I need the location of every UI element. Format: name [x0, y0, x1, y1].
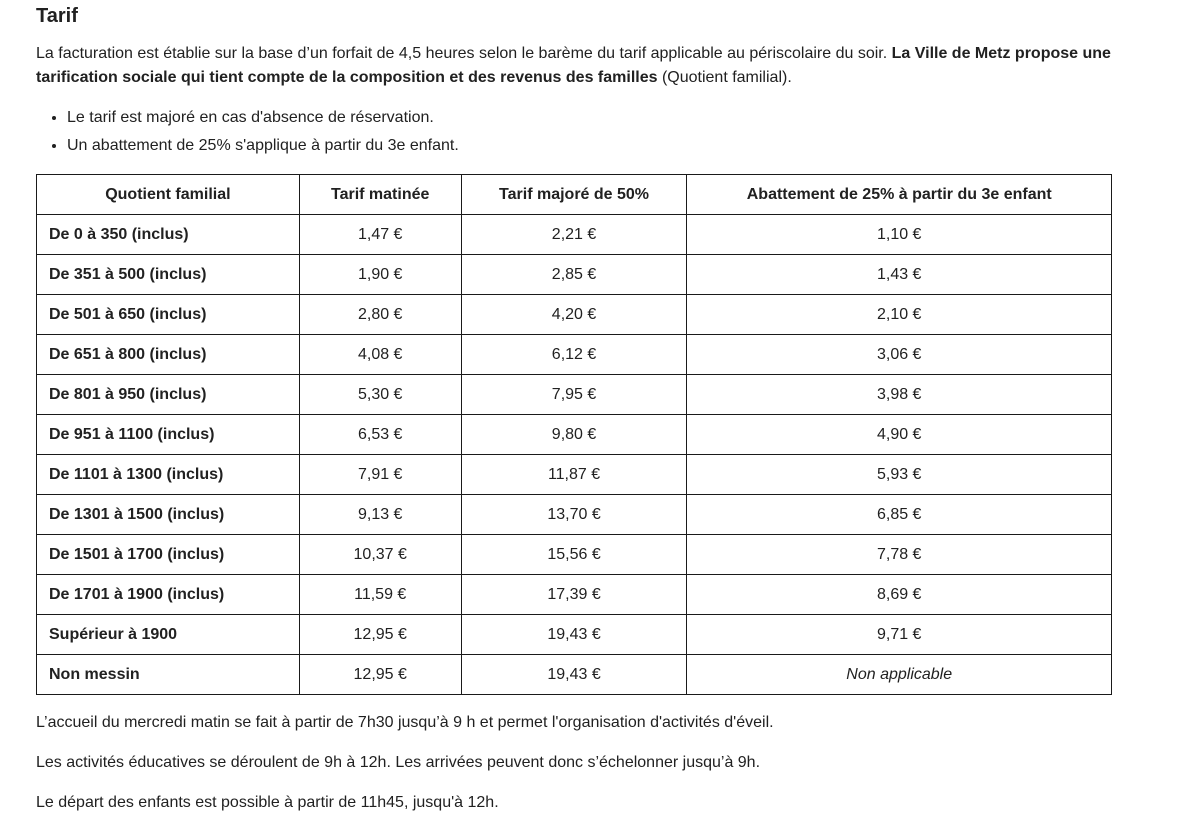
tarif-matinee-cell: 4,08 € [299, 335, 461, 375]
quotient-cell: De 1701 à 1900 (inclus) [37, 575, 300, 615]
tarif-matinee-cell: 12,95 € [299, 615, 461, 655]
quotient-cell: Supérieur à 1900 [37, 615, 300, 655]
tarif-majore-cell: 17,39 € [461, 575, 687, 615]
paragraph-depart: Le départ des enfants est possible à partir de 11h45, jusqu'à 12h. [36, 794, 499, 811]
abattement-cell: 3,06 € [687, 335, 1112, 375]
tarif-majore-cell: 13,70 € [461, 495, 687, 535]
table-row [37, 495, 1112, 535]
abattement-cell: 5,93 € [687, 455, 1112, 495]
table-row [37, 215, 1112, 255]
paragraph-activites: Les activités éducatives se déroulent de 9h à 12h. Les arrivées peuvent donc s’échelonner jusqu’à 9h. [36, 754, 761, 771]
tarif-majore-cell: 6,12 € [461, 335, 687, 375]
header-tarif-matinee: Tarif matinée [299, 175, 461, 215]
tarif-majore-cell: 15,56 € [461, 535, 687, 575]
abattement-cell: 6,85 € [687, 495, 1112, 535]
header-quotient: Quotient familial [37, 175, 300, 215]
tarif-matinee-cell: 7,91 € [299, 455, 461, 495]
tarif-matinee-cell: 11,59 € [299, 575, 461, 615]
tarif-matinee-cell: 10,37 € [299, 535, 461, 575]
abattement-cell: 4,90 € [687, 415, 1112, 455]
table-row [37, 375, 1112, 415]
quotient-cell: De 0 à 350 (inclus) [37, 215, 300, 255]
quotient-cell: De 1501 à 1700 (inclus) [37, 535, 300, 575]
quotient-cell: De 351 à 500 (inclus) [37, 255, 300, 295]
intro-paragraph [36, 42, 1111, 90]
paragraph-accueil: L’accueil du mercredi matin se fait à partir de 7h30 jusqu’à 9 h et permet l'organisation d'activités d'éveil. [36, 714, 774, 731]
quotient-cell: De 501 à 650 (inclus) [37, 295, 300, 335]
table-row [37, 455, 1112, 495]
tarif-majore-cell: 2,85 € [461, 255, 687, 295]
tarif-majore-cell: 7,95 € [461, 375, 687, 415]
tarif-matinee-cell: 12,95 € [299, 655, 461, 695]
table-row [37, 295, 1112, 335]
tarif-majore-cell: 9,80 € [461, 415, 687, 455]
quotient-cell: Non messin [37, 655, 300, 695]
intro-text: La facturation est établie sur la base d’un forfait de 4,5 heures selon le barème du tarif applicable au périscolaire du soir. [36, 45, 892, 62]
quotient-cell: De 801 à 950 (inclus) [37, 375, 300, 415]
tarif-majore-cell: 19,43 € [461, 615, 687, 655]
intro-tail-text: (Quotient familial). [657, 69, 792, 86]
tarif-majore-cell: 19,43 € [461, 655, 687, 695]
tarif-majore-cell: 4,20 € [461, 295, 687, 335]
tarif-matinee-cell: 5,30 € [299, 375, 461, 415]
tarif-table [36, 174, 1112, 695]
tarif-matinee-cell: 1,47 € [299, 215, 461, 255]
table-row [37, 655, 1112, 695]
header-tarif-majore: Tarif majoré de 50% [461, 175, 687, 215]
abattement-cell: 9,71 € [687, 615, 1112, 655]
header-abattement: Abattement de 25% à partir du 3e enfant [687, 175, 1112, 215]
abattement-cell: 7,78 € [687, 535, 1112, 575]
abattement-cell: 8,69 € [687, 575, 1112, 615]
quotient-cell: De 951 à 1100 (inclus) [37, 415, 300, 455]
table-row [37, 415, 1112, 455]
quotient-cell: De 1301 à 1500 (inclus) [37, 495, 300, 535]
table-row [37, 575, 1112, 615]
abattement-cell: 3,98 € [687, 375, 1112, 415]
quotient-cell: De 651 à 800 (inclus) [37, 335, 300, 375]
tarif-matinee-cell: 9,13 € [299, 495, 461, 535]
table-row [37, 535, 1112, 575]
list-item: • Un abattement de 25% s'applique à partir du 3e enfant. [67, 132, 1112, 160]
tarif-majore-cell: 2,21 € [461, 215, 687, 255]
abattement-cell: 2,10 € [687, 295, 1112, 335]
tarif-matinee-cell: 6,53 € [299, 415, 461, 455]
quotient-cell: De 1101 à 1300 (inclus) [37, 455, 300, 495]
table-row [37, 255, 1112, 295]
tarif-majore-cell: 11,87 € [461, 455, 687, 495]
abattement-cell: 1,10 € [687, 215, 1112, 255]
section-title: Tarif [36, 5, 78, 27]
table-row [37, 615, 1112, 655]
tarif-matinee-cell: 1,90 € [299, 255, 461, 295]
list-item: • Le tarif est majoré en cas d'absence de réservation. [67, 104, 1112, 132]
table-header-row [37, 175, 1112, 215]
conditions-list [36, 104, 1112, 160]
tarif-matinee-cell: 2,80 € [299, 295, 461, 335]
abattement-cell: 1,43 € [687, 255, 1112, 295]
table-row [37, 335, 1112, 375]
abattement-cell: Non applicable [687, 655, 1112, 695]
intro-bold-text: La Ville de Metz propose une tarification sociale qui tient compte de la composition et des revenus des familles [36, 45, 1111, 86]
